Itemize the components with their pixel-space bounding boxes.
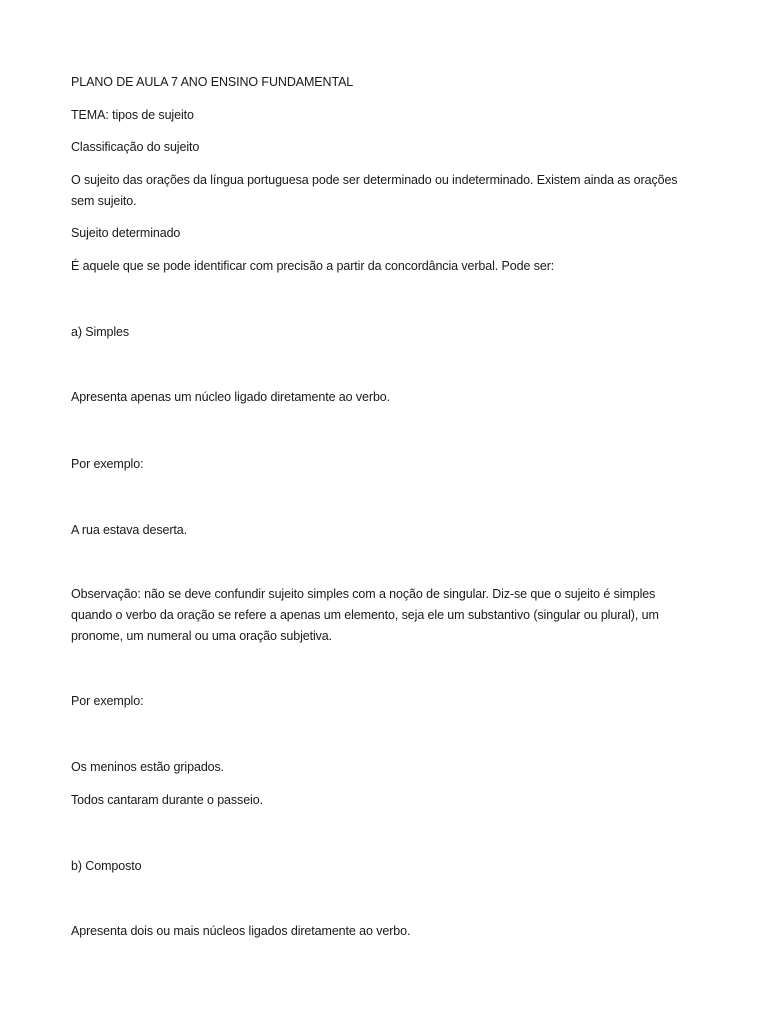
observation-line-3: pronome, um numeral ou uma oração subjetiva. — [71, 629, 333, 643]
observation-line-2: quando o verbo da oração se refere a apenas um elemento, seja ele um substantivo (singular ou plural), um — [71, 608, 659, 622]
intro-paragraph-line-2: sem sujeito. — [71, 194, 137, 208]
example-sentence-3: Todos cantaram durante o passeio. — [71, 793, 263, 807]
example-sentence-2: Os meninos estão gripados. — [71, 760, 225, 774]
intro-paragraph-line-1: O sujeito das orações da língua portuguesa pode ser determinado ou indeterminado. Existem ainda as orações — [71, 173, 678, 187]
example-label-1: Por exemplo: — [71, 457, 144, 471]
subheading-simples: a) Simples — [71, 325, 130, 339]
section-heading-sujeito-determinado: Sujeito determinado — [71, 226, 181, 240]
simples-description: Apresenta apenas um núcleo ligado diretamente ao verbo. — [71, 390, 391, 404]
definition-paragraph: É aquele que se pode identificar com precisão a partir da concordância verbal. Pode ser: — [71, 259, 555, 273]
example-label-2: Por exemplo: — [71, 694, 144, 708]
document-title: PLANO DE AULA 7 ANO ENSINO FUNDAMENTAL — [71, 75, 354, 89]
composto-description: Apresenta dois ou mais núcleos ligados diretamente ao verbo. — [71, 924, 411, 938]
observation-line-1: Observação: não se deve confundir sujeito simples com a noção de singular. Diz-se que o sujeito é simples — [71, 587, 656, 601]
section-heading-classificacao: Classificação do sujeito — [71, 140, 200, 154]
example-sentence-1: A rua estava deserta. — [71, 523, 188, 537]
subheading-composto: b) Composto — [71, 859, 142, 873]
theme-line: TEMA: tipos de sujeito — [71, 108, 194, 122]
